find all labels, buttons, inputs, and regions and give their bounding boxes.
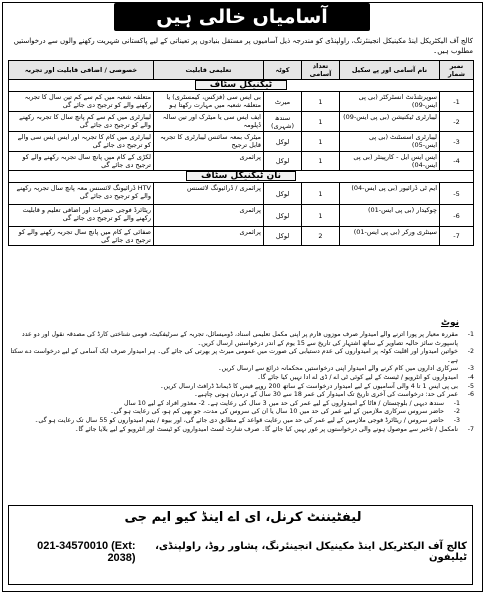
phone-number: 021-34570010 (Ext: 2038) [37, 540, 136, 564]
note-text: حاضر سروس / ریٹائرڈ فوجی ملازمین کے لیے عمر کی حد میں رعایت قواعد کے مطابق دی جائے گی، اور بیوہ / یتیم امیدواروں کو 55 سال تک رعایت ہو گی۔ [34, 416, 444, 424]
quota-cell: میرٹ [264, 92, 302, 112]
experience-cell: لکڑی کے کام میں پانچ سال تجربہ رکھنے والے کو ترجیح دی جائے گی [9, 152, 154, 171]
note-number: 6- [467, 391, 474, 399]
section-technical-label: ٹیکنیکل سٹاف [195, 80, 287, 90]
count-cell: 1 [302, 152, 340, 171]
footer-address-line [14, 540, 467, 564]
quota-cell: لوکل [264, 227, 302, 246]
page-title: آسامیاں خالی ہیں [114, 3, 370, 31]
section-nontechnical-label: نان ٹیکنیکل سٹاف [186, 171, 296, 181]
serial-cell: 5- [440, 183, 474, 205]
note-item [10, 391, 474, 400]
quota-cell: لوکل [264, 132, 302, 152]
serial-cell: 4- [440, 152, 474, 171]
post-cell: ایس ایس ایل - کارپینٹر (بی پی ایس-04) [340, 152, 440, 171]
qualification-cell: ایف ایس سی یا میٹرک اور تین سالہ ڈپلومہ [154, 112, 264, 132]
note-text: سندھ دیہی / بلوچستان / فاٹا کے امیدواروں کے لیے عمر کی حد میں 3 سال کی رعایت ہے۔ 2- معذور افراد کے لیے 10 سال [123, 399, 444, 407]
note-text: خواتین امیدوار اور اقلیت کوٹہ پر امیدواروں کی عدم دستیابی کی صورت میں عمومی میرٹ پر بھرتی کی جائے گی۔ ہر امیدوار صرف ایک آسامی کے لیے درخواست دے سکتا ہے۔ [10, 348, 458, 364]
experience-cell: صفائی کے کام میں پانچ سال تجربہ رکھنے والے کو ترجیح دی جائے گی [9, 227, 154, 246]
table-header-row [9, 61, 474, 80]
note-number: 5- [467, 382, 474, 390]
note-text: امیدواروں کو انٹرویو / ٹیسٹ کے لیے کوئی ٹی اے / ڈی اے ادا نہیں کیا جائے گا۔ [257, 373, 458, 381]
experience-cell: متعلقہ شعبہ میں کم سے کم تین سال کا تجربہ رکھنے والے کو ترجیح دی جائے گی [9, 92, 154, 112]
post-cell: سینٹری ورکر (بی پی ایس-01) [340, 227, 440, 246]
count-cell: 2 [302, 227, 340, 246]
serial-cell: 2- [440, 112, 474, 132]
address: کالج آف الیکٹریکل اینڈ مکینیکل انجینئرنگ، پشاور روڈ، راولپنڈی، ٹیلیفون [155, 541, 467, 563]
count-cell: 1 [302, 183, 340, 205]
experience-cell: لیبارٹری میں کام کا تجربہ اور ایس ایس سی والے کو ترجیح دی جائے گی [9, 132, 154, 152]
note-item [10, 374, 474, 383]
notes-list [10, 331, 474, 434]
note-text: عمر کی حد: درخواست کی آخری تاریخ تک امیدوار کی عمر 18 سے 30 سال کے درمیان ہونی چاہیے۔ [193, 391, 458, 399]
qualification-cell: پرائمری / ڈرائیونگ لائسنس [154, 183, 264, 205]
qualification-cell: پرائمری [154, 205, 264, 227]
table-row [9, 227, 474, 246]
header-qualification: تعلیمی قابلیت [154, 61, 264, 80]
note-number: 3- [453, 416, 460, 424]
note-item [10, 426, 474, 435]
post-cell: ایم ٹی ڈرائیور (بی پی ایس-04) [340, 183, 440, 205]
post-cell: لیبارٹری ٹیکنیشن (بی پی ایس-09) [340, 112, 440, 132]
note-text: سرکاری اداروں میں کام کرنے والے امیدوار اپنی درخواستیں محکمانہ ذرائع سے ارسال کریں۔ [217, 365, 458, 373]
table-row [9, 92, 474, 112]
serial-cell: 7- [440, 227, 474, 246]
table-row [9, 205, 474, 227]
count-cell: 1 [302, 92, 340, 112]
section-nontechnical [9, 171, 474, 183]
post-cell: چوکیدار (بی پی ایس-01) [340, 205, 440, 227]
count-cell: 1 [302, 205, 340, 227]
count-cell: 1 [302, 132, 340, 152]
quota-cell: سندھ (شہری) [264, 112, 302, 132]
quota-cell: لوکل [264, 152, 302, 171]
quota-cell: لوکل [264, 183, 302, 205]
table-row [9, 152, 474, 171]
experience-cell: لیبارٹری میں کم سے کم پانچ سال کا تجربہ رکھنے والے کو ترجیح دی جائے گی [9, 112, 154, 132]
note-text: بی پی ایس 1 تا 4 والی آسامیوں کے لیے امیدوار درخواست کے ساتھ 200 روپے فیس کا ڈیمانڈ ڈرافٹ ارسال کریں۔ [159, 382, 458, 390]
section-technical [9, 80, 474, 92]
note-text: حاضر سروس سرکاری ملازمین کے لیے عمر کی حد میں 10 سال یا ان کی سروس کی مدت، جو بھی کم ہو، کی رعایت ہو گی۔ [109, 408, 444, 416]
note-item [10, 408, 474, 417]
qualification-cell: بی ایس سی (فزکس، کیمسٹری) یا متعلقہ شعبہ میں مہارت رکھتا ہو [154, 92, 264, 112]
note-number: 2- [467, 348, 474, 356]
serial-cell: 6- [440, 205, 474, 227]
header-post: نام آسامی اور پے سکیل [340, 61, 440, 80]
qualification-cell: میٹرک بمعہ سائنس لیبارٹری کا تجربہ قابل ترجیح [154, 132, 264, 152]
note-text: نامکمل / تاخیر سے موصول ہونے والی درخواستوں پر غور نہیں کیا جائے گا۔ صرف شارٹ لسٹ امیدواروں کو ٹیسٹ اور انٹرویو کے لیے بلایا جائے گا۔ [74, 425, 458, 433]
note-number: 7- [467, 425, 474, 433]
table-row [9, 112, 474, 132]
note-item [10, 417, 474, 426]
note-number: 2- [453, 408, 460, 416]
quota-cell: لوکل [264, 205, 302, 227]
post-cell: لیبارٹری اسسٹنٹ (بی پی ایس-05) [340, 132, 440, 152]
vacancy-table [8, 60, 474, 246]
header-quota: کوٹہ [264, 61, 302, 80]
experience-cell: ریٹائرڈ فوجی حضرات اور اضافی تعلیم و قابلیت رکھنے والے کو ترجیح دی جائے گی [9, 205, 154, 227]
note-item [10, 383, 474, 392]
note-number: 3- [467, 365, 474, 373]
notes-heading: نوٹ [440, 318, 460, 328]
table-row [9, 183, 474, 205]
header-experience: خصوصی / اضافی قابلیت اور تجربہ [9, 61, 154, 80]
experience-cell: HTV ڈرائیونگ لائسنس معہ پانچ سال تجربہ رکھنے والے کو ترجیح دی جائے گی [9, 183, 154, 205]
table-row [9, 132, 474, 152]
serial-cell: 3- [440, 132, 474, 152]
signatory: لیفٹیننٹ کرنل، ای اے اینڈ کیو ایم جی [124, 510, 362, 525]
serial-cell: 1- [440, 92, 474, 112]
note-text: مقررہ معیار پر پورا اترنے والے امیدوار صرف موزوں فارم پر اپنی مکمل تعلیمی اسناد، ڈومیسائل، تجربہ کے سرٹیفکیٹ، قومی شناختی کارڈ کی مصدقہ نقول اور دو عدد پاسپورٹ سائز حالیہ تصاویر کے ساتھ اشتہار کی تاریخ سے 15 یوم کے اندر درخواستیں ارسال کریں۔ [21, 331, 458, 347]
header-serial: نمبر شمار [440, 61, 474, 80]
post-cell: سوپرنٹنڈنٹ انسٹرکٹر (بی پی ایس-09) [340, 92, 440, 112]
count-cell: 1 [302, 112, 340, 132]
note-number: 1- [467, 331, 474, 338]
note-number: 4- [467, 373, 474, 381]
header-count: تعداد آسامی [302, 61, 340, 80]
note-item [10, 348, 474, 365]
qualification-cell: پرائمری [154, 227, 264, 246]
note-item [10, 331, 474, 348]
intro-text: کالج آف الیکٹریکل اینڈ مکینیکل انجینئرنگ، راولپنڈی کو مندرجہ ذیل آسامیوں پر مستقل بنیادوں پر تعیناتی کے لیے پاکستانی شہریت رکھنے والوں سے درخواستیں مطلوب ہیں۔ [13, 37, 473, 55]
note-number: 1- [453, 399, 460, 407]
note-item [10, 365, 474, 374]
qualification-cell: پرائمری [154, 152, 264, 171]
